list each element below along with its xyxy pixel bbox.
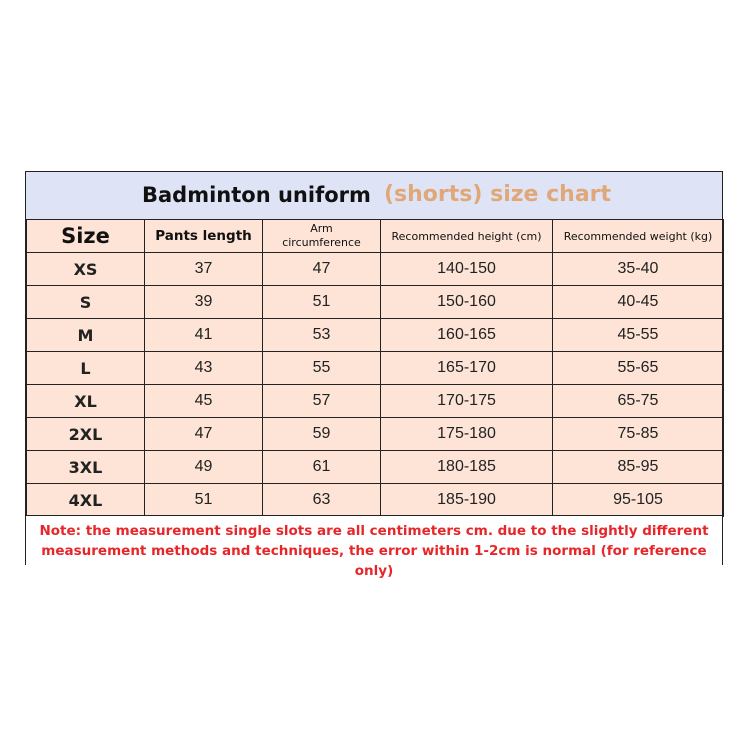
cell-recommended-weight: 35-40 — [553, 253, 724, 286]
cell-size: 3XL — [27, 451, 145, 484]
cell-recommended-weight: 65-75 — [553, 385, 724, 418]
cell-size: 2XL — [27, 418, 145, 451]
note-line2: measurement methods and techniques, the error within 1-2cm is normal (for reference only) — [41, 543, 707, 579]
cell-recommended-weight: 45-55 — [553, 319, 724, 352]
cell-pants-length: 37 — [145, 253, 263, 286]
cell-pants-length: 47 — [145, 418, 263, 451]
cell-arm-circumference: 55 — [263, 352, 381, 385]
cell-pants-length: 51 — [145, 484, 263, 517]
table-row — [27, 352, 724, 385]
cell-recommended-height: 180-185 — [381, 451, 553, 484]
cell-arm-circumference: 59 — [263, 418, 381, 451]
cell-recommended-height: 150-160 — [381, 286, 553, 319]
cell-size: 4XL — [27, 484, 145, 517]
cell-size: XL — [27, 385, 145, 418]
cell-recommended-height: 160-165 — [381, 319, 553, 352]
header-arm-line2: circumference — [282, 236, 361, 249]
cell-recommended-weight: 40-45 — [553, 286, 724, 319]
cell-arm-circumference: 51 — [263, 286, 381, 319]
cell-recommended-weight: 55-65 — [553, 352, 724, 385]
table-row — [27, 319, 724, 352]
table-row — [27, 451, 724, 484]
chart-title-accent: (shorts) size chart — [384, 182, 612, 207]
header-size: Size — [27, 220, 145, 253]
table-row — [27, 484, 724, 517]
cell-size: M — [27, 319, 145, 352]
title-bar — [26, 172, 722, 220]
cell-size: S — [27, 286, 145, 319]
header-recommended-weight: Recommended weight (kg) — [553, 220, 724, 253]
header-recommended-height: Recommended height (cm) — [381, 220, 553, 253]
cell-arm-circumference: 63 — [263, 484, 381, 517]
size-table — [26, 219, 724, 517]
cell-recommended-height: 165-170 — [381, 352, 553, 385]
cell-arm-circumference: 57 — [263, 385, 381, 418]
cell-recommended-weight: 95-105 — [553, 484, 724, 517]
cell-pants-length: 45 — [145, 385, 263, 418]
cell-size: L — [27, 352, 145, 385]
cell-arm-circumference: 47 — [263, 253, 381, 286]
cell-recommended-weight: 85-95 — [553, 451, 724, 484]
cell-pants-length: 39 — [145, 286, 263, 319]
chart-title: Badminton uniform — [142, 183, 371, 207]
cell-arm-circumference: 61 — [263, 451, 381, 484]
cell-pants-length: 49 — [145, 451, 263, 484]
cell-recommended-height: 175-180 — [381, 418, 553, 451]
table-row — [27, 385, 724, 418]
header-pants-length: Pants length — [145, 220, 263, 253]
header-arm-circumference — [263, 220, 381, 253]
table-row — [27, 286, 724, 319]
cell-recommended-height: 140-150 — [381, 253, 553, 286]
note-line1: Note: the measurement single slots are all centimeters cm. due to the slightly different — [39, 523, 709, 539]
table-row — [27, 418, 724, 451]
cell-size: XS — [27, 253, 145, 286]
cell-arm-circumference: 53 — [263, 319, 381, 352]
cell-pants-length: 41 — [145, 319, 263, 352]
cell-recommended-weight: 75-85 — [553, 418, 724, 451]
header-row — [27, 220, 724, 253]
cell-pants-length: 43 — [145, 352, 263, 385]
header-arm-line1: Arm — [310, 222, 333, 235]
cell-recommended-height: 185-190 — [381, 484, 553, 517]
cell-recommended-height: 170-175 — [381, 385, 553, 418]
table-row — [27, 253, 724, 286]
note — [26, 515, 722, 579]
size-chart — [25, 171, 723, 579]
